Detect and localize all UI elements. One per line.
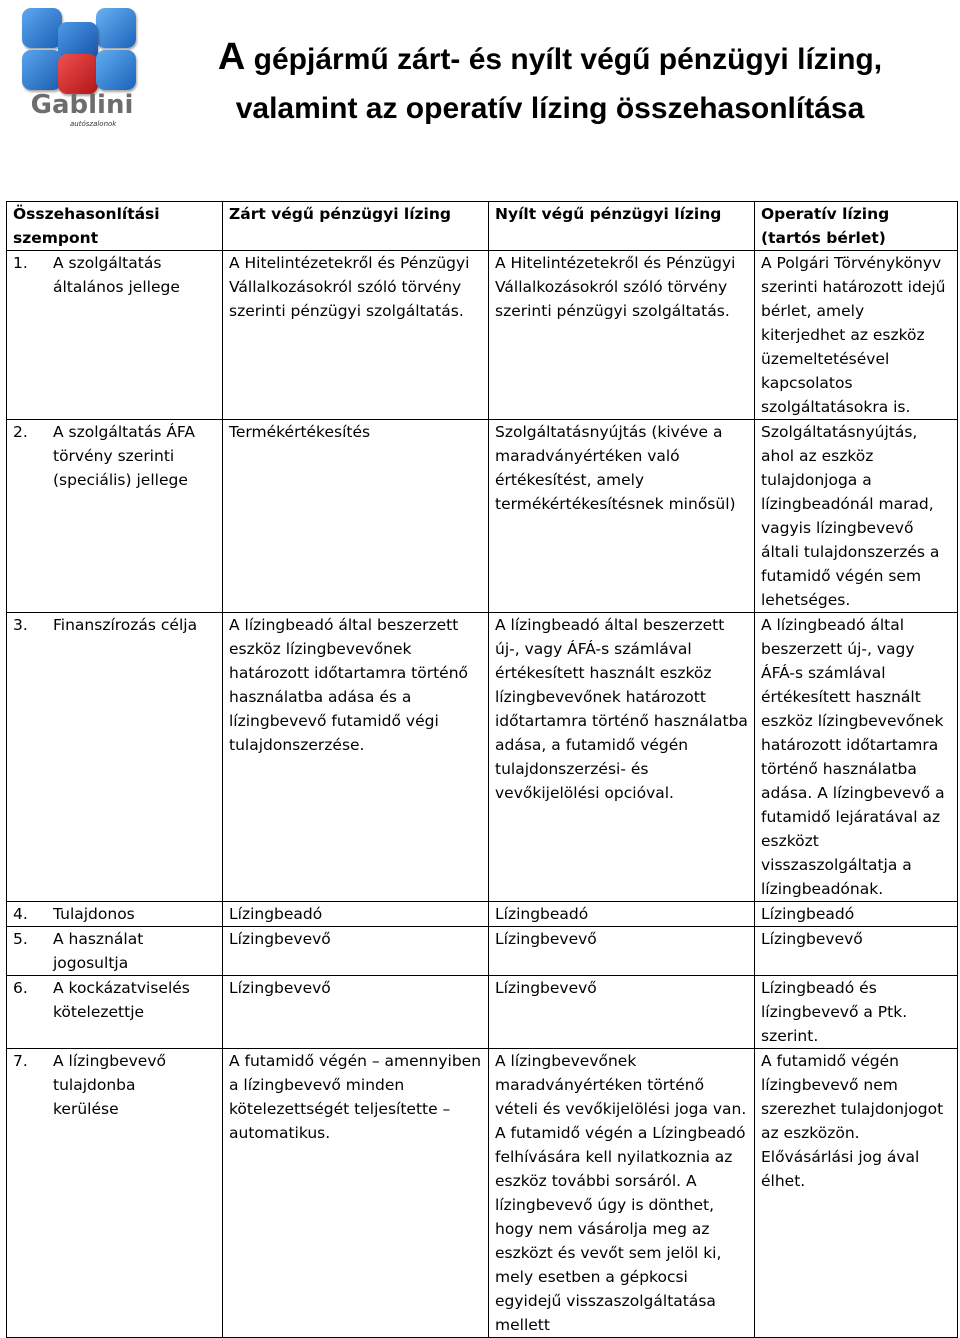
logo-tile-hyundai	[96, 8, 136, 48]
row-label: Finanszírozás célja	[53, 616, 198, 634]
criteria-cell	[7, 1049, 223, 1338]
criteria-cell	[7, 927, 223, 976]
page-title-line-1	[170, 36, 930, 79]
gablini-logo	[14, 6, 148, 130]
operative-cell: A futamidő végén lízingbevevő nem szerezhet tulajdonjogot az eszközön. Elővásárlási jog ával élhet.	[755, 1049, 958, 1338]
table-row	[7, 251, 958, 420]
row-number: 5.	[13, 930, 28, 948]
header-operative: Operatív lízing (tartós bérlet)	[755, 202, 958, 251]
operative-cell: Lízingbeadó és lízingbevevő a Ptk. szerint.	[755, 976, 958, 1049]
header-criteria: Összehasonlítási szempont	[7, 202, 223, 251]
table-row	[7, 420, 958, 613]
open-end-cell: Szolgáltatásnyújtás (kivéve a maradványértéken való értékesítést, amely termékértékesítésnek minősül)	[489, 420, 755, 613]
comparison-table	[6, 201, 958, 1338]
table-header-row	[7, 202, 958, 251]
row-label: A lízingbevevő tulajdonba kerülése	[53, 1052, 166, 1118]
title-first-letter: A	[217, 36, 246, 78]
open-end-cell: Lízingbeadó	[489, 902, 755, 927]
logo-tile-infiniti	[22, 8, 62, 48]
closed-end-cell: Lízingbeadó	[223, 902, 489, 927]
operative-cell: A Polgári Törvénykönyv szerinti határozott idejű bérlet, amely kiterjedhet az eszköz üzemeltetésével kapcsolatos szolgáltatásokra is.	[755, 251, 958, 420]
table-row	[7, 1049, 958, 1338]
row-number: 4.	[13, 905, 28, 923]
logo-wordmark: Gablini	[30, 90, 134, 120]
closed-end-cell: A Hitelintézetekről és Pénzügyi Vállalkozásokról szóló törvény szerinti pénzügyi szolgáltatás.	[223, 251, 489, 420]
table-row	[7, 976, 958, 1049]
header-closed-end: Zárt végű pénzügyi lízing	[223, 202, 489, 251]
row-number: 6.	[13, 979, 28, 997]
header-open-end: Nyílt végű pénzügyi lízing	[489, 202, 755, 251]
row-number: 1.	[13, 254, 28, 272]
open-end-cell: A lízingbevevőnek maradványértéken történő vételi és vevőkijelölési joga van. A futamidő végén a Lízingbeadó felhívására kell nyilatkoznia az eszköz további sorsáról. A lízingbevevő úgy is dönthet, hogy nem vásárolja meg az eszközt és vevőt sem jelöl ki, mely esetben a gépkocsi egyidejű visszaszolgáltatása mellett	[489, 1049, 755, 1338]
table-row	[7, 927, 958, 976]
closed-end-cell: Lízingbevevő	[223, 976, 489, 1049]
title-line-1-rest: gépjármű zárt- és nyílt végű pénzügyi lízing,	[245, 43, 883, 76]
criteria-cell	[7, 251, 223, 420]
logo-tile-kia	[96, 50, 136, 90]
open-end-cell: Lízingbevevő	[489, 927, 755, 976]
row-number: 3.	[13, 616, 28, 634]
page-title-line-2: valamint az operatív lízing összehasonlítása	[235, 92, 865, 125]
operative-cell: A lízingbeadó által beszerzett új-, vagy ÁFÁ-s számlával értékesített használt eszköz lízingbevevőnek határozott időtartamra történő használatba adása. A lízingbevevő a futamidő lejáratával az eszközt visszaszolgáltatja a lízingbeadónak.	[755, 613, 958, 902]
criteria-cell	[7, 902, 223, 927]
operative-cell: Lízingbeadó	[755, 902, 958, 927]
operative-cell: Szolgáltatásnyújtás, ahol az eszköz tulajdonjoga a lízingbeadónál marad, vagyis lízingbevevő általi tulajdonszerzés a futamidő végén sem lehetséges.	[755, 420, 958, 613]
open-end-cell: A Hitelintézetekről és Pénzügyi Vállalkozásokról szóló törvény szerinti pénzügyi szolgáltatás.	[489, 251, 755, 420]
logo-subtitle: autószalonok	[70, 120, 117, 128]
table-row	[7, 902, 958, 927]
criteria-cell	[7, 420, 223, 613]
row-label: A használat jogosultja	[53, 930, 144, 972]
open-end-cell: A lízingbeadó által beszerzett új-, vagy ÁFÁ-s számlával értékesített használt eszköz lízingbevevőnek határozott időtartamra történő használatba adása, a futamidő végén tulajdonszerzési- és vevőkijelölési opcióval.	[489, 613, 755, 902]
closed-end-cell: Termékértékesítés	[223, 420, 489, 613]
row-label: A szolgáltatás általános jellege	[53, 254, 180, 296]
logo-tile-flotta	[58, 54, 98, 94]
logo-tile-blue-2	[22, 50, 62, 90]
closed-end-cell: Lízingbevevő	[223, 927, 489, 976]
criteria-cell	[7, 976, 223, 1049]
row-label: A kockázatviselés kötelezettje	[53, 979, 190, 1021]
table-row	[7, 613, 958, 902]
row-number: 7.	[13, 1052, 28, 1070]
criteria-cell	[7, 613, 223, 902]
open-end-cell: Lízingbevevő	[489, 976, 755, 1049]
closed-end-cell: A lízingbeadó által beszerzett eszköz lízingbevevőnek határozott időtartamra történő használatba adása és a lízingbevevő futamidő végi tulajdonszerzése.	[223, 613, 489, 902]
row-label: Tulajdonos	[53, 905, 135, 923]
operative-cell: Lízingbevevő	[755, 927, 958, 976]
closed-end-cell: A futamidő végén – amennyiben a lízingbevevő minden kötelezettségét teljesítette – automatikus.	[223, 1049, 489, 1338]
row-label: A szolgáltatás ÁFA törvény szerinti (speciális) jellege	[53, 423, 196, 489]
row-number: 2.	[13, 423, 28, 441]
